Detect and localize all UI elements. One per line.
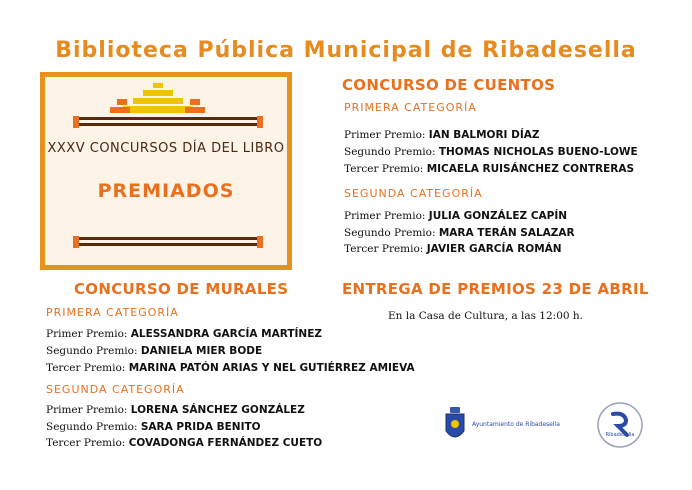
murales-cat1-title: PRIMERA CATEGORÍA	[46, 306, 179, 319]
murales-cat1-line-3: Tercer Premio: MARINA PATÓN ARIAS Y NEL GUTIÉRREZ AMIEVA	[46, 362, 415, 374]
ceremony-title: ENTREGA DE PREMIOS 23 DE ABRIL	[342, 280, 649, 298]
murales-cat1-line-2: Segundo Premio: DANIELA MIER BODE	[46, 345, 263, 357]
murales-cat2-line-1: Primer Premio: LORENA SÁNCHEZ GONZÁLEZ	[46, 404, 305, 416]
poster-frame	[40, 72, 292, 270]
cuentos-title: CONCURSO DE CUENTOS	[342, 76, 556, 94]
murales-title: CONCURSO DE MURALES	[74, 280, 289, 298]
cuentos-cat2-title: SEGUNDA CATEGORÍA	[344, 187, 483, 200]
decorative-pyramid	[45, 77, 287, 265]
poster-subtitle: PREMIADOS	[97, 180, 235, 202]
cuentos-cat1-line-1: Primer Premio: IAN BALMORI DÍAZ	[344, 129, 540, 141]
biblioteca-logo-text: Ribadesella	[605, 432, 635, 438]
poster-event-title: XXXV CONCURSOS DÍA DEL LIBRO	[47, 141, 285, 156]
cuentos-cat2-line-1: Primer Premio: JULIA GONZÁLEZ CAPÍN	[344, 210, 568, 222]
cuentos-cat1-line-3: Tercer Premio: MICAELA RUISÁNCHEZ CONTRERAS	[344, 163, 635, 175]
murales-cat2-title: SEGUNDA CATEGORÍA	[46, 383, 185, 396]
bottom-border-sticks	[73, 236, 263, 248]
cuentos-cat2-line-3: Tercer Premio: JAVIER GARCÍA ROMÁN	[344, 243, 562, 255]
top-border-sticks	[73, 116, 263, 128]
ayuntamiento-logo-text: Ayuntamiento de Ribadesella	[472, 421, 560, 428]
ceremony-detail: En la Casa de Cultura, a las 12:00 h.	[388, 310, 584, 322]
murales-cat2-line-3: Tercer Premio: COVADONGA FERNÁNDEZ CUETO	[46, 437, 323, 449]
murales-cat2-line-2: Segundo Premio: SARA PRIDA BENITO	[46, 421, 261, 433]
cuentos-cat2-line-2: Segundo Premio: MARA TERÁN SALAZAR	[344, 227, 575, 239]
library-seal-icon	[596, 401, 644, 449]
cuentos-cat1-title: PRIMERA CATEGORÍA	[344, 101, 477, 114]
murales-cat1-line-1: Primer Premio: ALESSANDRA GARCÍA MARTÍNEZ	[46, 328, 322, 340]
coat-of-arms-icon	[443, 407, 467, 445]
cuentos-cat1-line-2: Segundo Premio: THOMAS NICHOLAS BUENO-LOWE	[344, 146, 638, 158]
biblioteca-logo	[596, 401, 644, 449]
page-title: Biblioteca Pública Municipal de Ribadesella	[55, 38, 637, 63]
ayuntamiento-logo	[443, 405, 565, 449]
